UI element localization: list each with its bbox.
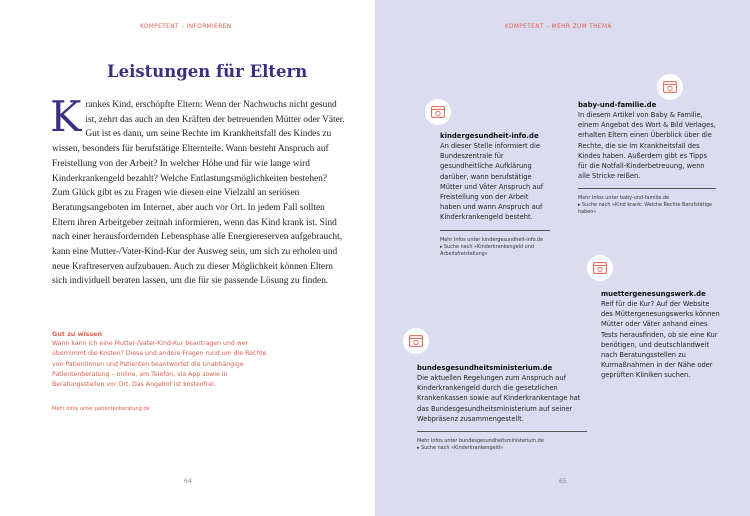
search-hint: ▸ Suche nach »Kinderkrankengeld und Arbeitsfreistellung« bbox=[440, 243, 534, 257]
more-info[interactable]: Mehr Infos unter baby-und-familie.de bbox=[578, 195, 670, 202]
card-body: An dieser Stelle informiert die Bundeszentrale für gesundheitliche Aufklärung darüber, wann berufstätige Mütter und Väter Anspruch auf Freistellung von der Arbeit haben und wann Anspruch auf Kinderkrankengeld besteht. bbox=[440, 142, 544, 222]
tip-box-title: Gut zu wissen bbox=[52, 330, 103, 338]
more-info[interactable]: Mehr Infos unter kindergesundheit-info.de bbox=[440, 236, 544, 243]
browser-window-icon bbox=[587, 255, 613, 281]
card-muettergenesungswerk bbox=[601, 290, 723, 381]
card-title[interactable]: kindergesundheit-info.de bbox=[440, 132, 539, 140]
search-hint: ▸ Suche nach »Kinderkrankengeld« bbox=[417, 445, 504, 452]
divider bbox=[578, 188, 716, 189]
search-hint: ▸ Suche nach »Kind krank: Welche Rechte Berufstätige haben« bbox=[578, 202, 713, 216]
card-body: Die aktuellen Regelungen zum Anspruch auf Kinderkrankengeld durch die gesetzlichen Krankenkassen sowie auf Kinderkrankentage hat das Bundesgesundheitsministerium auf seiner Webpräsenz zusammengestellt. bbox=[417, 374, 581, 423]
divider bbox=[417, 431, 587, 432]
card-body: In diesem Artikel von Baby & Familie, einem Angebot des Wort & Bild Verlages, erhalten Eltern einen Überblick über die Rechte, die sie im Krankheitsfall des Kindes haben. Außerdem gibt es Tipps für die Notfall-Kinderbetreuung, wenn alle Stricke reißen. bbox=[578, 111, 716, 181]
tip-box-body: Wann kann ich eine Mutter-/Vater-Kind-Kur beantragen und wer übernimmt die Kosten? Diese und andere Fragen rund um die Rechte von Patientinnen und Patienten beantwortet die Unabhängige Patientenberatung – online, am Telefon, via App sowie in Beratungsstellen vor Ort. Das Angebot ist kostenfrei. bbox=[52, 340, 267, 389]
browser-window-icon bbox=[425, 99, 451, 125]
browser-window-icon bbox=[403, 328, 429, 354]
running-head: KOMPETENT – MEHR ZUM THEMA bbox=[505, 24, 612, 30]
card-kindergesundheit bbox=[440, 132, 550, 258]
drop-cap: K bbox=[50, 92, 82, 141]
more-info[interactable]: Mehr Infos unter bundesgesundheitsministerium.de bbox=[417, 438, 544, 445]
card-baby-und-familie bbox=[578, 101, 716, 216]
tip-box-more-link[interactable]: Mehr Infos unter patientenberatung.de bbox=[52, 406, 150, 412]
page-number: 64 bbox=[184, 478, 192, 485]
card-title[interactable]: bundesgesundheitsministerium.de bbox=[417, 364, 553, 372]
card-title[interactable]: baby-und-familie.de bbox=[578, 101, 657, 109]
page-number: 65 bbox=[559, 478, 567, 485]
card-bundesgesundheitsministerium bbox=[417, 364, 587, 452]
card-title[interactable]: muettergenesungswerk.de bbox=[601, 290, 706, 298]
page-title: Leistungen für Eltern bbox=[107, 62, 308, 81]
divider bbox=[440, 230, 550, 231]
card-body: Reif für die Kur? Auf der Website des Müttergenesungswerks können Mütter oder Väter anhand eines Tests herausfinden, ob sie eine Kur benötigen, und deutschlandweit nach Beratungsstellen zu Kurmaßnahmen in der Nähe oder geprüften Kliniken suchen. bbox=[601, 300, 720, 380]
body-paragraph: rankes Kind, erschöpfte Eltern: Wenn der Nachwuchs nicht gesund ist, zehrt das auch an den Kräften der betreuenden Mütter oder Väter. Gut ist es dann, um seine Rechte im Krankheitsfall des Kindes zu wissen, besonders für berufstätige Elternteile. Wann besteht Anspruch auf Freistellung von der Arbeit? In welcher Höhe und für wie lange wird Kinderkrankengeld bezahlt? Welche Entlastungsmöglichkeiten bestehen? Zum Glück gibt es zu Fragen wie diesen eine Vielzahl an seriösen Beratungsangeboten im Internet, aber auch vor Ort. In jedem Fall sollten Eltern ihren Arbeitgeber zeitnah informieren, wenn das Kind krank ist. Sind nach einer herausfordernden Lebensphase alle Energiereserven aufgebraucht, kann eine Mutter-/Vater-Kind-Kur der Ausweg sein, um sich zu erholen und neue Kraftreserven aufzubauen. Auch zu dieser Möglichkeit können Eltern sich individuell beraten lassen, um die für sie passende Lösung zu finden. bbox=[52, 100, 345, 287]
right-page bbox=[375, 0, 750, 516]
body-text bbox=[50, 92, 345, 289]
running-head: KOMPETENT – INFORMIEREN bbox=[140, 24, 232, 30]
browser-window-icon bbox=[657, 74, 683, 100]
